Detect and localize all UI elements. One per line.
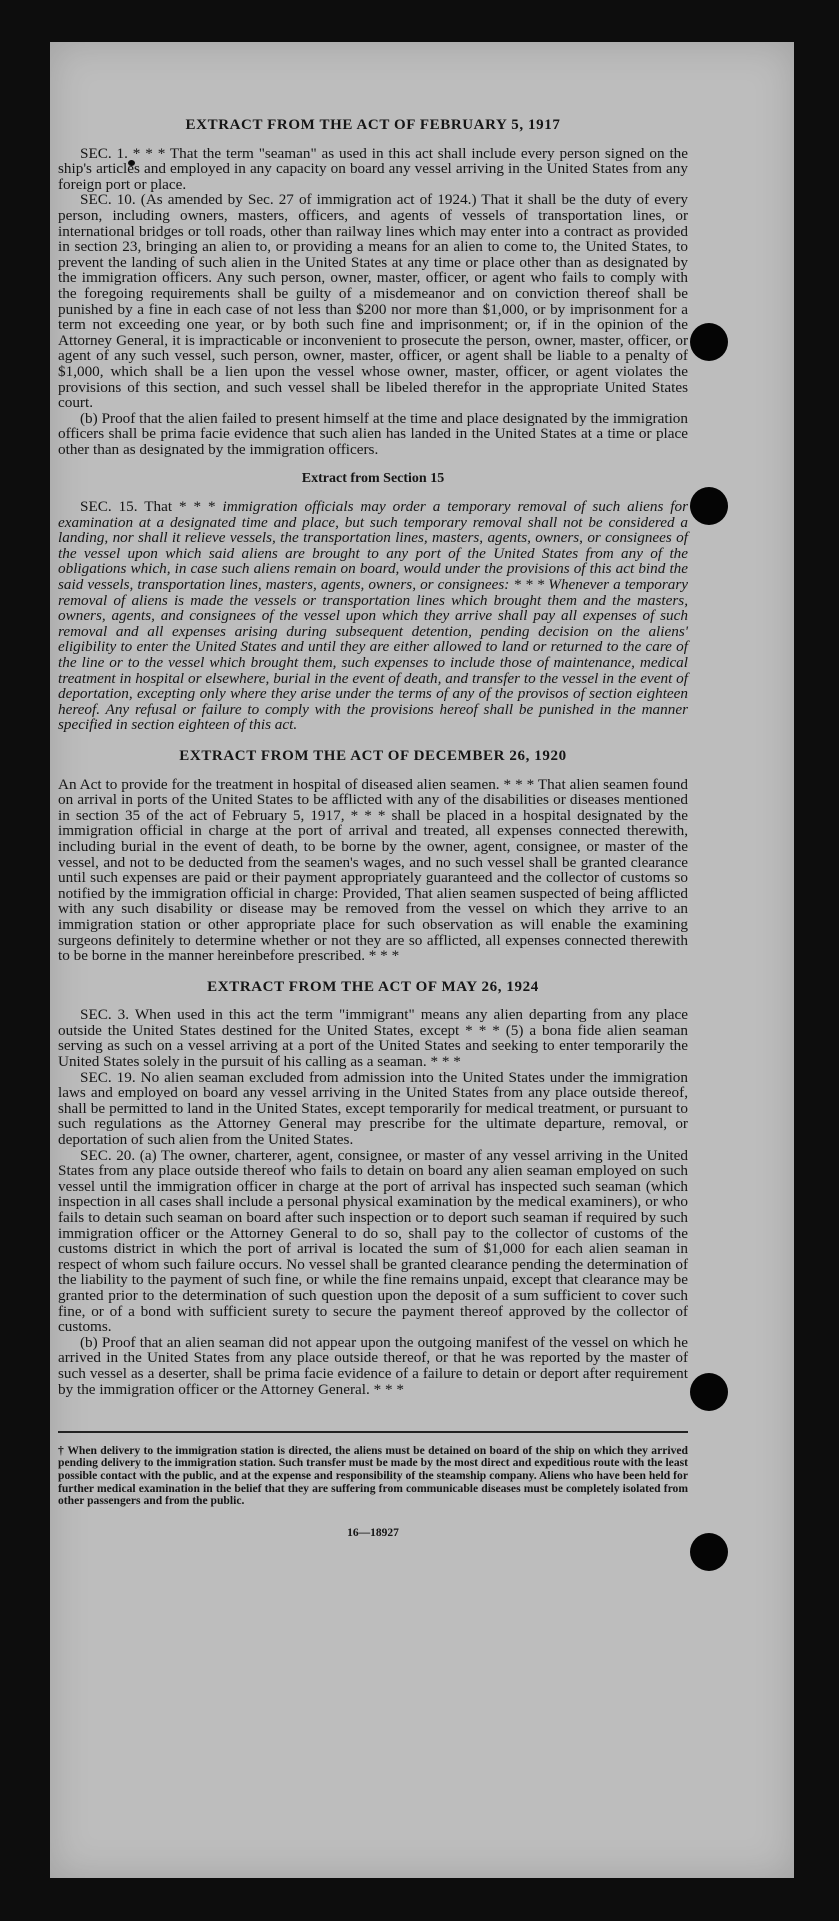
section-heading: EXTRACT FROM THE ACT OF DECEMBER 26, 1920: [179, 747, 567, 764]
paragraph: An Act to provide for the treatment in hospital of diseased alien seamen. * * * That alien seamen found on arrival in ports of the United States to be afflicted with any of the disabilities or diseases mentioned in section 35 of the act of February 5, 1917, * * * shall be placed in a hospital designated by the immigration official in charge at the port of arrival and treated, all expenses connected therewith, including burial in the event of death, to be borne by the owner, agent, consignee, or master of the vessel, and not to be deducted from the seamen's wages, and no such vessel shall be granted clearance until such expenses are paid or their payment appropriately guaranteed and the collector of customs so notified by the immigration official in charge: Provided, That alien seamen suspected of being afflicted with any such disability or disease may be removed from the vessel on which they arrive to an immigration station or other appropriate place for such observation as will enable the examining surgeons definitely to determine whether or not they are so afflicted, all expenses connected therewith to be borne in the manner hereinbefore prescribed. * * *: [58, 775, 688, 965]
paragraph: SEC. 3. When used in this act the term "immigrant" means any alien departing from any place outside the United States destined for the United States, except * * * (5) a bona fide alien seaman serving as such on a vessel arriving at a port of the United States and seeking to enter temporarily the United States solely in the pursuit of his calling as a seaman. * * *: [58, 1006, 688, 1071]
document-body: [58, 118, 688, 1541]
page-number: 16—18927: [347, 1526, 399, 1539]
punch-hole: [690, 1373, 728, 1411]
punch-hole: [690, 1533, 728, 1571]
paragraph: SEC. 1. * * * That the term "seaman" as used in this act shall include every person signed on the ship's articles and employed in any capacity on board any vessel arriving in the United States from any foreign port or place.: [58, 144, 688, 193]
italic-paragraph: [58, 499, 688, 733]
section-heading: EXTRACT FROM THE ACT OF MAY 26, 1924: [207, 978, 539, 995]
paragraph: (b) Proof that the alien failed to present himself at the time and place designated by the immigration officers shall be prima facie evidence that such alien has landed in the United States at a time or place other than as designated by the immigration officers.: [58, 409, 688, 458]
section-heading: EXTRACT FROM THE ACT OF FEBRUARY 5, 1917: [185, 117, 561, 133]
paragraph: SEC. 19. No alien seaman excluded from admission into the United States under the immigration laws and employed on board any vessel arriving in the United States from any place outside thereof, shall be permitted to land in the United States, except temporarily for medical treatment, or pursuant to such regulations as the Attorney General may prescribe for the ultimate departure, removal, or deportation of such alien from the United States.: [58, 1068, 688, 1149]
footnote-divider: [58, 1431, 688, 1433]
punch-hole: [690, 487, 728, 525]
paragraph: SEC. 10. (As amended by Sec. 27 of immigration act of 1924.) That it shall be the duty of every person, including owners, masters, officers, and agents of vessels of transportation lines, or international bridges or toll roads, other than railway lines which may enter into a contract as provided in section 23, bringing an alien to, or providing a means for an alien to come to, the United States, to prevent the landing of such alien in the United States at any time or place other than as designated by the immigration officers. Any such person, owner, master, officer, or agent who fails to comply with the foregoing requirements shall be guilty of a misdemeanor and on conviction thereof shall be punished by a fine in each case of not less than $200 nor more than $1,000, or by imprisonment for a term not exceeding one year, or by both such fine and imprisonment; or, if in the opinion of the Attorney General, it is impracticable or inconvenient to prosecute the person, owner, master, officer, or agent of any such vessel, such person, owner, master, officer, or agent shall be liable to a penalty of $1,000, which shall be a lien upon the vessel whose owner, master, officer, or agent violates the provisions of this section, and such vessel shall be libeled therefor in the appropriate United States court.: [58, 191, 688, 412]
punch-hole: [690, 323, 728, 361]
paragraph: SEC. 20. (a) The owner, charterer, agent, consignee, or master of any vessel arriving in the United States from any place outside thereof who fails to detain on board any alien seaman employed on such vessel until the immigration officer in charge at the port of arrival has inspected such seaman (which inspection in all cases shall include a personal physical examination by the medical examiners), or who fails to detain such seaman on board after such inspection or to deport such seaman if required by such immigration officer or the Attorney General to do so, shall pay to the collector of customs of the customs district in which the port of arrival is located the sum of $1,000 for each alien seaman in respect of whom such failure occurs. No vessel shall be granted clearance pending the determination of the liability to the payment of such fine, or while the fine remains unpaid, except that clearance may be granted prior to the determination of such question upon the deposit of a sum sufficient to cover such fine, or of a bond with sufficient surety to secure the payment thereof approved by the collector of customs.: [58, 1146, 688, 1336]
section-lead: SEC. 15. That * * *: [80, 498, 216, 516]
italic-text: immigration officials may order a temporary removal of such aliens for examination at a designated time and place, but such temporary removal shall not be considered a landing, nor shall it relieve vessels, the transportation lines, masters, agents, owners, or consignees of the vessel upon which said aliens are brought to any port of the United States from any of the obligations which, in case such aliens remain on board, would under the provisions of this act bind the said vessels, transportation lines, masters, agents, owners, or consignees: * * * Whenever a temporary removal of aliens is made the vessels or transportation lines which brought them and the masters, owners, agents, and consignees of the vessel upon which they arrive shall pay all expenses of such removal and all expenses arising during subsequent detention, pending decision on the aliens' eligibility to enter the United States and until they are either allowed to land or returned to the care of the line or to the vessel which brought them, such expenses to include those of maintenance, medical treatment in hospital or elsewhere, burial in the event of death, and transfer to the vessel in the event of deportation, excepting only where they arise under the terms of any of the provisos of section eighteen hereof. Any refusal or failure to comply with the provisions hereof shall be punished in the manner specified in section eighteen of this act.: [58, 498, 689, 734]
paragraph: (b) Proof that an alien seaman did not appear upon the outgoing manifest of the vessel on which he arrived in the United States from any place outside thereof, or that he was reported by the master of such vessel as a deserter, shall be prima facie evidence of a failure to detain or deport after requirement by the immigration officer or the Attorney General. * * *: [58, 1333, 688, 1398]
section-subheading: Extract from Section 15: [301, 471, 445, 487]
footnote: † When delivery to the immigration station is directed, the aliens must be detained on board of the ship on which they arrived pending delivery to the immigration station. Such transfer must be made by the most direct and expeditious route with the least possible contact with the public, and at the expense and responsibility of the steamship company. Aliens who have been held for further medical examination in the belief that they are suffering from communicable diseases must be completely isolated from other passengers and from the public.: [58, 1443, 688, 1508]
